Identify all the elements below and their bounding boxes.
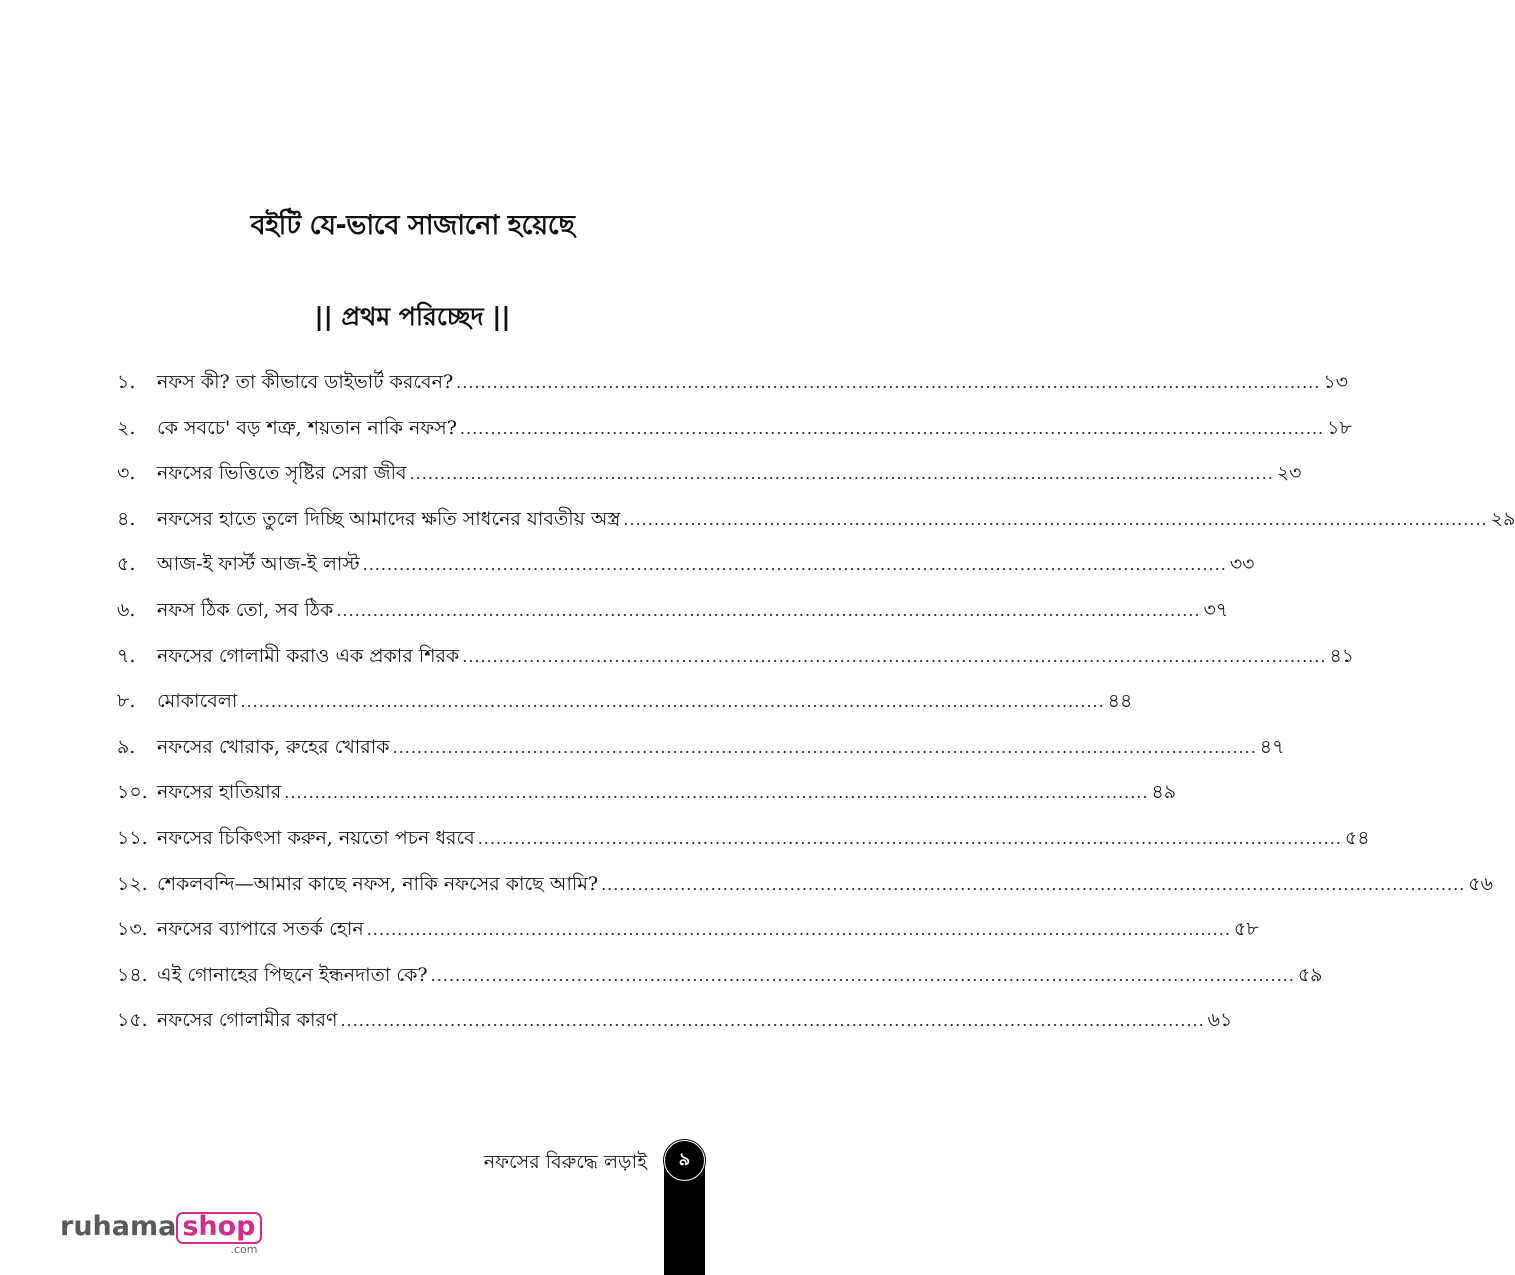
toc-entry-title: নফসের গোলামী করাও এক প্রকার শিরক (157, 644, 460, 667)
page-edge-tab (664, 1165, 705, 1275)
toc-entry-number: ১৩. (117, 918, 148, 941)
toc-entry-title: আজ-ই ফার্স্ট আজ-ই লাস্ট (157, 553, 360, 576)
toc-entry-page: ৫৪ (1344, 826, 1370, 849)
toc-entry-number: ১০. (117, 781, 148, 804)
toc-entry (117, 550, 1255, 596)
toc-entry-page: ৫৬ (1468, 872, 1493, 895)
toc-entry-page: ১৩ (1323, 371, 1349, 393)
toc-entry (117, 1006, 1233, 1052)
toc-dot-leader (623, 510, 1487, 529)
toc-entry (117, 778, 1177, 824)
toc-entry-title: নফসের খোরাক, রুহের খোরাক (157, 735, 390, 758)
toc-dot-leader (336, 601, 1200, 620)
toc-entry-title: নফসের হাতিয়ার (157, 781, 282, 804)
toc-dot-leader (410, 464, 1274, 483)
logo-text-ruhama: ruhama (60, 1211, 177, 1242)
toc-dot-leader (340, 1011, 1204, 1030)
toc-entry (117, 961, 1323, 1007)
toc-dot-leader (284, 783, 1148, 802)
table-of-contents (117, 368, 1515, 1052)
toc-entry (117, 368, 1349, 414)
toc-entry-title: এই গোনাহের পিছনে ইন্ধনদাতা কে? (157, 963, 428, 986)
toc-dot-leader (240, 692, 1104, 711)
toc-entry-number: ২. (117, 416, 136, 439)
toc-entry-title: কে সবচে' বড় শত্রু, শয়তান নাকি নফস? (157, 416, 457, 439)
toc-entry-title: নফস ঠিক তো, সব ঠিক (157, 598, 334, 621)
toc-entry-number: ৪. (117, 507, 136, 530)
toc-entry-title: নফসের গোলামীর কারণ (157, 1009, 338, 1032)
toc-entry-number: ১৪. (117, 963, 148, 986)
toc-dot-leader (601, 875, 1465, 894)
page-title: বইটি যে-ভাবে সাজানো হয়েছে (250, 210, 575, 241)
toc-entry-number: ৬. (117, 598, 136, 621)
toc-dot-leader (393, 738, 1257, 757)
toc-entry (117, 459, 1302, 505)
toc-entry-page: ৪৪ (1107, 690, 1133, 713)
toc-entry-number: ১. (117, 371, 136, 393)
toc-entry-page: ৪১ (1329, 644, 1355, 667)
toc-entry-page: ৩৭ (1203, 598, 1229, 621)
toc-entry-number: ১২. (117, 872, 148, 895)
toc-entry-number: ১৫. (117, 1009, 148, 1032)
toc-dot-leader (367, 920, 1231, 939)
toc-entry-page: ২৩ (1276, 462, 1302, 485)
toc-dot-leader (431, 966, 1295, 985)
toc-dot-leader (462, 647, 1326, 666)
toc-entry-number: ৯. (117, 735, 136, 758)
toc-entry (117, 414, 1352, 460)
chapter-heading: || প্রথম পরিচ্ছেদ || (314, 302, 511, 331)
toc-entry (117, 596, 1229, 642)
toc-entry-page: ১৮ (1327, 416, 1352, 439)
toc-entry (117, 824, 1370, 870)
toc-entry-page: ৬১ (1207, 1009, 1233, 1032)
toc-entry-title: মোকাবেলা (157, 690, 238, 713)
toc-entry (117, 687, 1133, 733)
toc-entry-page: ৪৯ (1151, 781, 1177, 804)
toc-entry-number: ৫. (117, 553, 136, 576)
logo-text-shop: shop (176, 1212, 261, 1244)
ruhamashop-logo (60, 1211, 262, 1256)
running-footer-book-title: নফসের বিরুদ্ধে লড়াই (483, 1151, 647, 1173)
toc-dot-leader (456, 373, 1320, 392)
toc-entry (117, 870, 1493, 916)
toc-entry (117, 915, 1259, 961)
toc-entry-number: ৮. (117, 690, 136, 713)
toc-entry-number: ৭. (117, 644, 136, 667)
toc-dot-leader (363, 555, 1227, 574)
toc-entry-number: ১১. (117, 826, 148, 849)
toc-dot-leader (478, 829, 1342, 848)
toc-entry-title: নফসের ভিত্তিতে সৃষ্টির সেরা জীব (157, 462, 407, 485)
toc-dot-leader (460, 419, 1324, 438)
toc-entry-page: ৫৯ (1297, 963, 1323, 986)
logo-text-com: .com (230, 1243, 258, 1256)
toc-entry-title: নফস কী? তা কীভাবে ডাইভার্ট করবেন? (157, 371, 454, 393)
toc-entry-title: নফসের হাতে তুলে দিচ্ছি আমাদের ক্ষতি সাধনের যাবতীয় অস্ত্র (157, 507, 621, 530)
toc-entry-title: নফসের চিকিৎসা করুন, নয়তো পচন ধরবে (157, 826, 475, 849)
toc-entry (117, 642, 1355, 688)
toc-entry-title: শেকলবন্দি—আমার কাছে নফস, নাকি নফসের কাছে আমি? (157, 872, 599, 895)
toc-entry (117, 505, 1515, 551)
toc-entry-page: ৪৭ (1259, 735, 1285, 758)
toc-entry-page: ২৯ (1490, 507, 1515, 530)
toc-entry-title: নফসের ব্যাপারে সতর্ক হোন (157, 918, 364, 941)
page-number-badge: ৯ (664, 1140, 705, 1181)
toc-entry-number: ৩. (117, 462, 136, 485)
toc-entry-page: ৫৮ (1233, 918, 1259, 941)
toc-entry-page: ৩৩ (1229, 553, 1255, 576)
toc-entry (117, 733, 1285, 779)
